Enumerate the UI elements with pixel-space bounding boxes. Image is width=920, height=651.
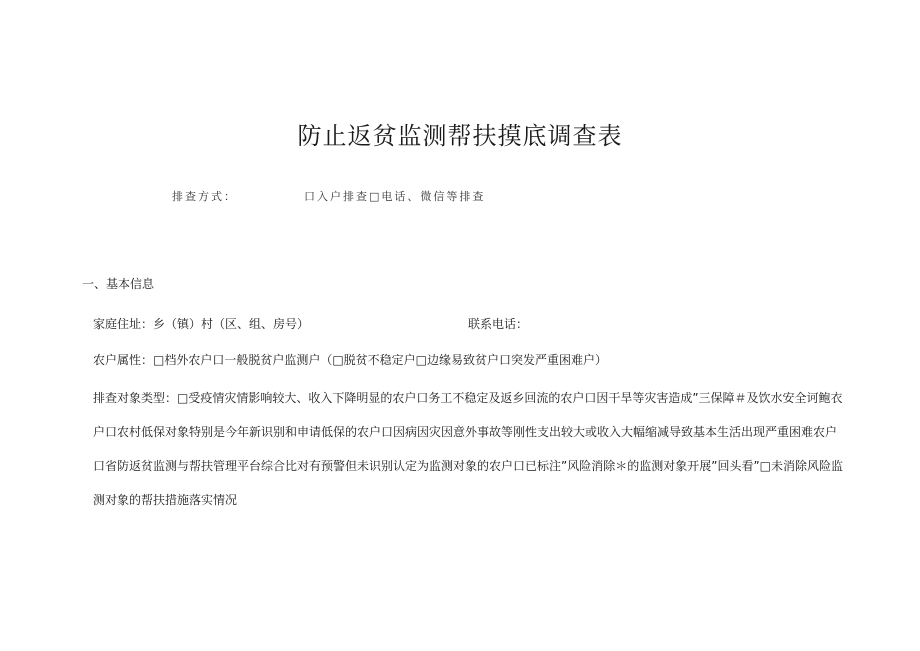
- section-heading-basic-info: 一、基本信息: [82, 277, 155, 291]
- page-title: 防止返贫监测帮扶摸底调查表: [297, 122, 623, 150]
- investigation-method-row: [0, 186, 920, 206]
- household-attribute-field: 农户属性：□档外农户口一般脱贫户监测户（□脱贫不稳定户□边缘易致贫户口突发严重困难户）: [93, 353, 608, 367]
- target-type-line: 测对象的帮扶措施落实情况: [93, 493, 238, 507]
- target-type-line: 口省防返贫监测与帮扶管理平台综合比对有预警但未识别认定为监测对象的农户口已标注”风险消除＊的监测对象开展”回头看”□未消除风险监: [93, 459, 843, 473]
- investigation-method-label: 排查方式：: [172, 190, 237, 203]
- target-type-line: 户口农村低保对象特别是今年新识别和申请低保的农户口因病因灾因意外事故等刚性支出较大或收入大幅缩减导致基本生活出现严重困难农户: [93, 425, 838, 439]
- contact-phone-field: 联系电话：: [468, 317, 529, 331]
- target-type-paragraph: [93, 389, 853, 525]
- investigation-method-options: 口入户排查□电话、微信等排查: [304, 190, 486, 203]
- target-type-line: 排查对象类型：□受疫情灾情影响较大、收入下降明显的农户口务工不稳定及返乡回流的农户口因干旱等灾害造成”三保障＃及饮水安全诃鲍衣: [93, 391, 843, 405]
- home-address-field: 家庭住址：乡（镇）村（区、组、房号）: [93, 317, 310, 331]
